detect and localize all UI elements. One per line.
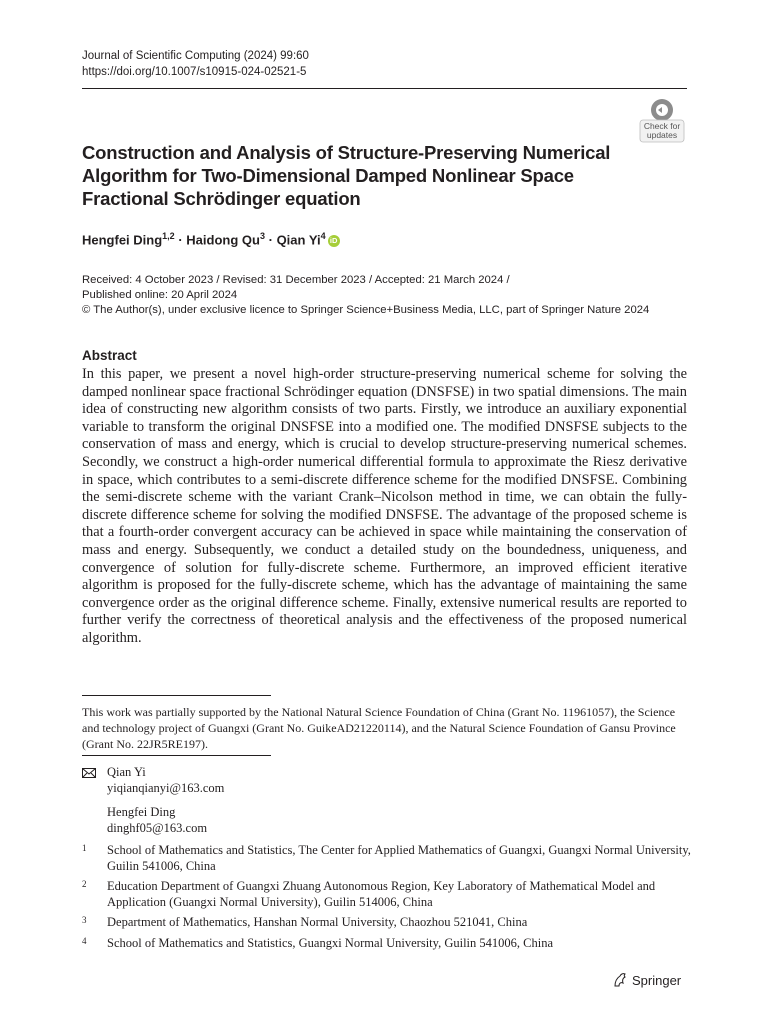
orcid-icon[interactable]: iD [328, 235, 340, 247]
affiliation-text: Department of Mathematics, Hanshan Normal University, Chaozhou 521041, China [107, 915, 528, 929]
author-affiliation-marker: 3 [259, 231, 265, 241]
footnote-rule [82, 695, 271, 696]
affiliation-number: 4 [82, 936, 87, 946]
funding-note: This work was partially supported by the National Natural Science Foundation of China (Grant No. 11961057), the Science and technology project of Guangxi (Grant No. GuikeAD21220114), and the Natural Science Foundation of Gansu Province (Grant No. 22JR5RE197). [82, 705, 676, 751]
affiliation-text: Education Department of Guangxi Zhuang Autonomous Region, Key Laboratory of Mathematical Model and Application (Guangxi Normal University), Guilin 514006, China [107, 879, 656, 909]
author-affiliation-marker: 1,2 [162, 231, 175, 241]
author-name: Haidong Qu [186, 232, 260, 248]
publisher-name: Springer [632, 972, 682, 988]
springer-horse-icon [612, 972, 628, 988]
affiliation-number: 2 [82, 879, 87, 889]
journal-citation: Journal of Scientific Computing (2024) 99:60 [82, 50, 309, 62]
received-dates: Received: 4 October 2023 / Revised: 31 December 2023 / Accepted: 21 March 2024 / [82, 274, 510, 286]
contact-email[interactable]: yiqianqianyi@163.com [107, 781, 225, 795]
affiliation [82, 914, 692, 930]
affiliation-text: School of Mathematics and Statistics, Guangxi Normal University, Guilin 541006, China [107, 936, 554, 950]
affiliation-number: 1 [82, 843, 87, 853]
contact-name: Qian Yi [107, 765, 146, 779]
header-rule [82, 88, 687, 89]
abstract-text: In this paper, we present a novel high-order structure-preserving numerical scheme for solving the damped nonlinear space fractional Schrödinger equation (DNSFSE) in two spatial dimensions. The main idea of constructing new algorithm consists of two parts. Firstly, we introduce an auxiliary exponential variable to transform the original DNSFSE into a modified one. The modified DNSFSE subjects to the conservation of mass and energy, which is crucial to develop structure-preserving numerical schemes. Secondly, we construct a high-order numerical differential formula to approximate the Riesz derivative in space, which contributes to a semi-discrete difference scheme for the modified DNSFSE. Combining the semi-discrete scheme with the variant Crank–Nicolson method in time, we can obtain the fully-discrete difference scheme for solving the modified DNSFSE. The advantage of the proposed scheme is that a fourth-order convergent accuracy can be achieved in space while maintaining the conservation of mass and energy. Subsequently, we conduct a detailed study on the boundedness, uniqueness, and convergence of solution for fully-discrete scheme. Furthermore, an improved efficient iterative algorithm is proposed for the fully-discrete scheme, which has the advantage of maintaining the same convergence order as the original difference scheme. Finally, extensive numerical results are reported to further verify the correctness of theoretical analysis and the effectiveness of the proposed numerical algorithm. [82, 366, 687, 646]
affiliation-text: School of Mathematics and Statistics, The Center for Applied Mathematics of Guangxi, Guangxi Normal University, Guilin 541006, China [107, 843, 691, 873]
copyright: © The Author(s), under exclusive licence to Springer Science+Business Media, LLC, part of Springer Nature 2024 [82, 304, 650, 316]
affiliation [82, 878, 692, 910]
author-separator: · [178, 232, 183, 248]
journal-header [82, 48, 309, 80]
author-name: Qian Yi [276, 232, 321, 248]
affiliation-number: 3 [82, 915, 87, 925]
doi-link[interactable]: https://doi.org/10.1007/s10915-024-02521-5 [82, 66, 307, 78]
envelope-icon [82, 768, 96, 778]
contact-email[interactable]: dinghf05@163.com [107, 821, 208, 835]
abstract-heading: Abstract [82, 348, 137, 363]
article-title: Construction and Analysis of Structure-Preserving Numerical Algorithm for Two-Dimensional Damped Nonlinear Space Fractional Schrödinger equation [82, 142, 611, 209]
author-name: Hengfei Ding [82, 232, 163, 248]
affiliation [82, 842, 692, 874]
publisher-logo [612, 972, 681, 988]
contact-name: Hengfei Ding [107, 805, 176, 819]
footnote-rule [82, 755, 271, 756]
affiliation [82, 935, 692, 951]
publication-dates [82, 273, 692, 318]
author-list [82, 231, 340, 247]
author-affiliation-marker: 4 [320, 231, 326, 241]
corresponding-contacts [107, 764, 224, 836]
published-online: Published online: 20 April 2024 [82, 289, 238, 301]
check-for-updates-label: Check for updates [643, 121, 681, 140]
author-separator: · [268, 232, 273, 248]
